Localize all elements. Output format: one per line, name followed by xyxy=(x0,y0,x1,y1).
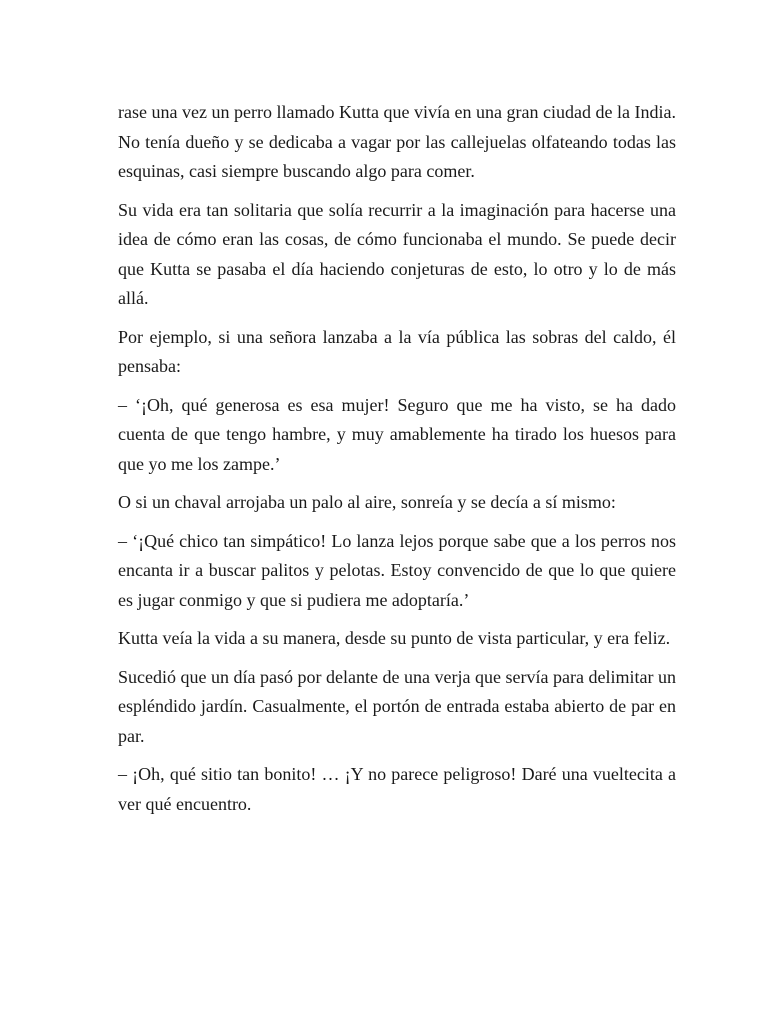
paragraph-5: O si un chaval arrojaba un palo al aire, sonreía y se decía a sí mismo: xyxy=(118,492,616,512)
paragraph-7: Kutta veía la vida a su manera, desde su punto de vista particular, y era feliz. xyxy=(118,628,671,648)
paragraph-6: – ‘¡Qué chico tan simpático! Lo lanza lejos porque sabe que a los perros nos encanta ir a buscar palitos y pelotas. Estoy convencido de que lo que quiere es jugar conmigo y que si pudiera me adoptaría.’ xyxy=(118,530,676,610)
paragraph-1: rase una vez un perro llamado Kutta que vivía en una gran ciudad de la India. No tenía dueño y se dedicaba a vagar por las callejuelas olfateando todas las esquinas, casi siempre buscando algo para comer. xyxy=(118,102,676,181)
paragraph-4: – ‘¡Oh, qué generosa es esa mujer! Seguro que me ha visto, se ha dado cuenta de que tengo hambre, y muy amablemente ha tirado los huesos para que yo me los zampe.’ xyxy=(118,394,676,474)
paragraph-9: – ¡Oh, qué sitio tan bonito! … ¡Y no parece peligroso! Daré una vueltecita a ver qué encuentro. xyxy=(118,764,676,814)
paragraph-8: Sucedió que un día pasó por delante de una verja que servía para delimitar un espléndido jardín. Casualmente, el portón de entrada estaba abierto de par en par. xyxy=(118,666,676,746)
paragraph-2: Su vida era tan solitaria que solía recurrir a la imaginación para hacerse una idea de cómo eran las cosas, de cómo funcionaba el mundo. Se puede decir que Kutta se pasaba el día haciendo conjeturas de esto, lo otro y lo de más allá. xyxy=(118,199,676,308)
paragraph-3: Por ejemplo, si una señora lanzaba a la vía pública las sobras del caldo, él pensaba: xyxy=(118,326,676,376)
document-page xyxy=(118,98,676,828)
